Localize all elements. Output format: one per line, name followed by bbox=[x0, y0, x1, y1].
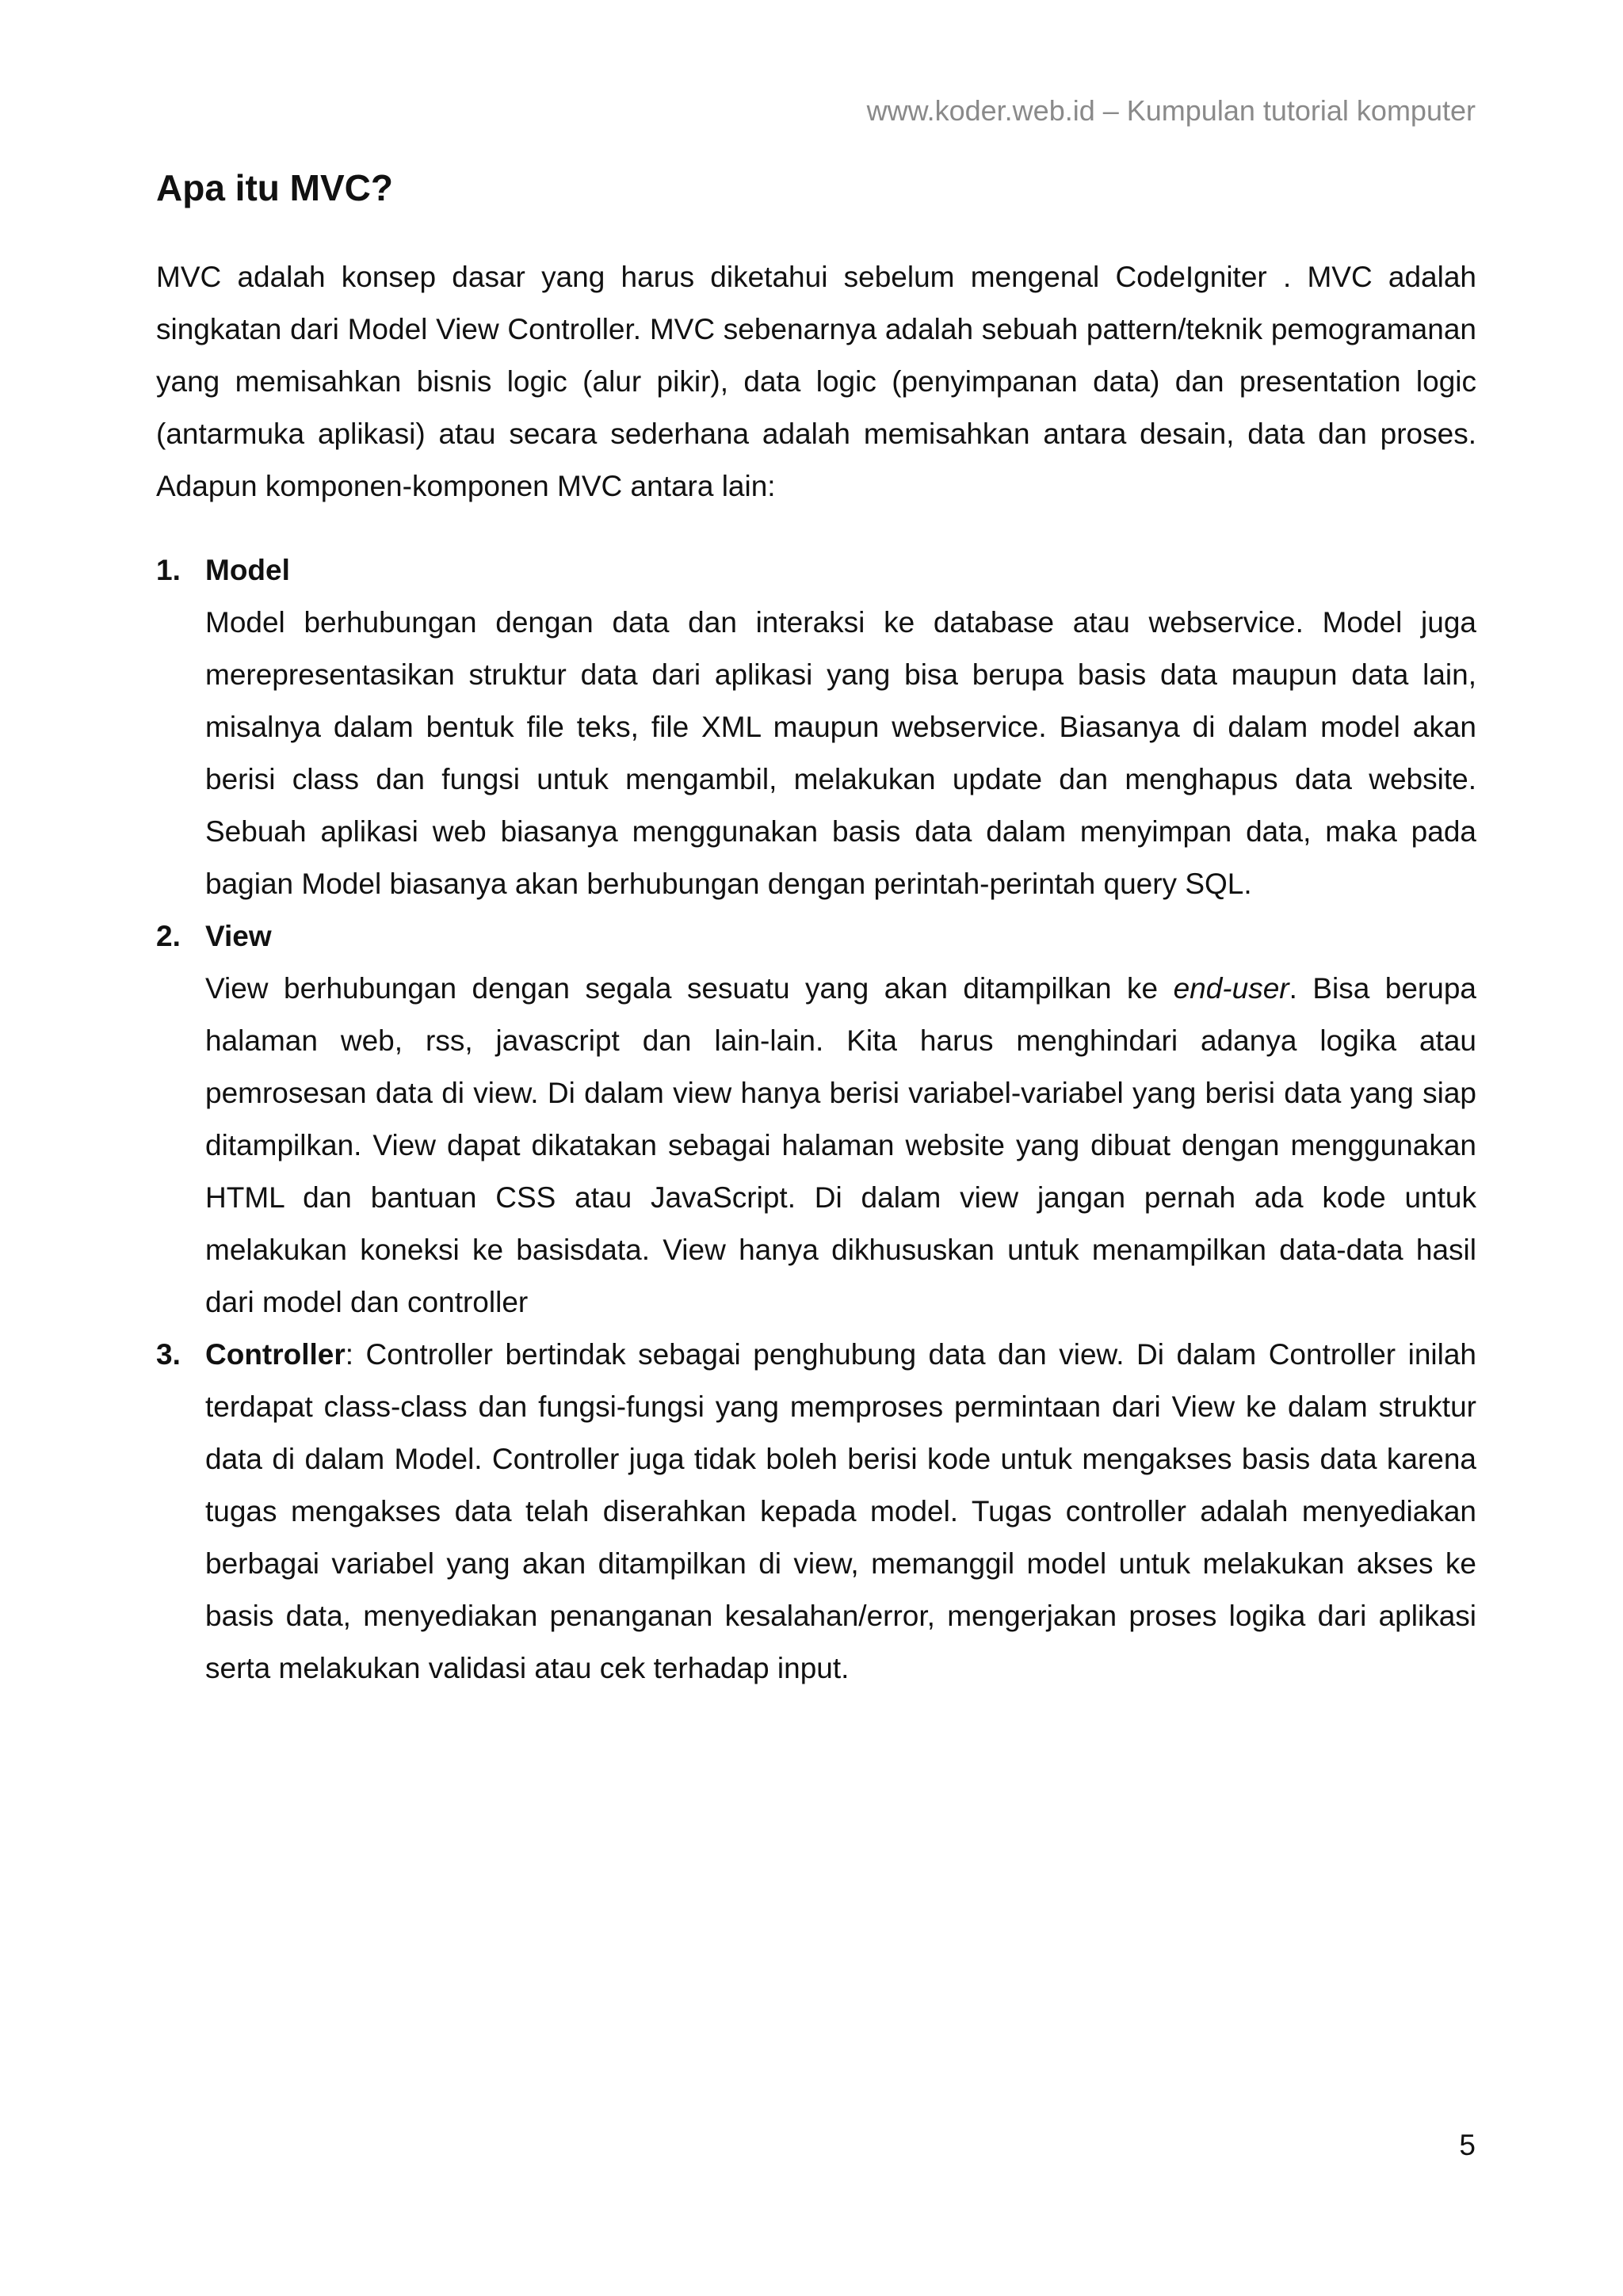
item-text-view-emphasis: end-user bbox=[1173, 972, 1289, 1005]
item-text-model: Model berhubungan dengan data dan interaksi ke database atau webservice. Model juga merepresentasikan struktur data dari aplikasi yang bisa berupa basis data maupun data lain, misalnya dalam bentuk file teks, file XML maupun webservice. Biasanya di dalam model akan berisi class dan fungsi untuk mengambil, melakukan update dan menghapus data website. Sebuah aplikasi web biasanya menggunakan basis data dalam menyimpan data, maka pada bagian Model biasanya akan berhubungan dengan perintah-perintah query SQL. bbox=[205, 606, 1476, 901]
list-item-model bbox=[156, 544, 1476, 910]
page-content bbox=[156, 166, 1476, 1695]
list-number: 1. bbox=[156, 554, 181, 587]
item-text-view bbox=[205, 963, 1476, 1329]
item-heading-controller: Controller bbox=[205, 1338, 346, 1371]
page-header: www.koder.web.id – Kumpulan tutorial komputer bbox=[866, 94, 1476, 127]
list-item-view bbox=[156, 910, 1476, 1329]
list-number: 3. bbox=[156, 1338, 181, 1371]
item-text-controller-body: : Controller bertindak sebagai penghubung data dan view. Di dalam Controller inilah terdapat class-class dan fungsi-fungsi yang memproses permintaan dari View ke dalam struktur data di dalam Model. Controller juga tidak boleh berisi kode untuk mengakses basis data karena tugas mengakses data telah diserahkan kepada model. Tugas controller adalah menyediakan berbagai variabel yang akan ditampilkan di view, memanggil model untuk melakukan akses ke basis data, menyediakan penanganan kesalahan/error, mengerjakan proses logika dari aplikasi serta melakukan validasi atau cek terhadap input. bbox=[205, 1338, 1476, 1685]
item-heading-view: View bbox=[205, 920, 272, 953]
page-title: Apa itu MVC? bbox=[156, 167, 393, 208]
item-heading-model: Model bbox=[205, 554, 290, 587]
intro-paragraph: MVC adalah konsep dasar yang harus diketahui sebelum mengenal CodeIgniter . MVC adalah singkatan dari Model View Controller. MVC sebenarnya adalah sebuah pattern/teknik pemogramanan yang memisahkan bisnis logic (alur pikir), data logic (penyimpanan data) dan presentation logic (antarmuka aplikasi) atau secara sederhana adalah memisahkan antara desain, data dan proses. Adapun komponen-komponen MVC antara lain: bbox=[156, 261, 1476, 503]
page-number: 5 bbox=[1459, 2129, 1476, 2161]
list-item-controller bbox=[156, 1329, 1476, 1695]
item-text-view-part: View berhubungan dengan segala sesuatu yang akan ditampilkan ke bbox=[205, 972, 1174, 1005]
mvc-component-list bbox=[156, 544, 1476, 1695]
list-number: 2. bbox=[156, 920, 181, 953]
item-text-controller bbox=[205, 1329, 1476, 1695]
item-text-view-part: . Bisa berupa halaman web, rss, javascript dan lain-lain. Kita harus menghindari adanya logika atau pemrosesan data di view. Di dalam view hanya berisi variabel-variabel yang berisi data yang siap ditampilkan. View dapat dikatakan sebagai halaman website yang dibuat dengan menggunakan HTML dan bantuan CSS atau JavaScript. Di dalam view jangan pernah ada kode untuk melakukan koneksi ke basisdata. View hanya dikhususkan untuk menampilkan data-data hasil dari model dan controller bbox=[205, 972, 1476, 1319]
